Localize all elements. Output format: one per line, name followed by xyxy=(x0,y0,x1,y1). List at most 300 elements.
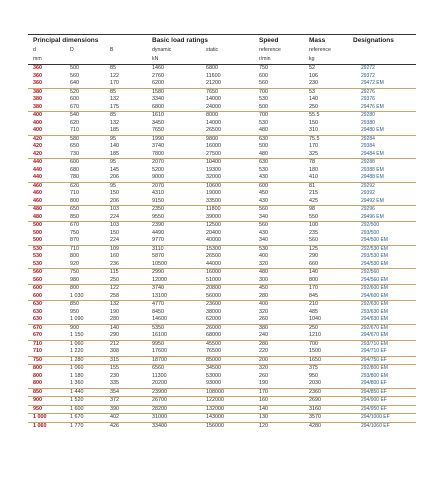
cell-mass: 55.5 xyxy=(309,112,320,118)
cell-dynamic-load: 4310 xyxy=(152,190,164,196)
cell-width-B: 426 xyxy=(110,422,119,429)
cell-bore-d: 440 xyxy=(33,174,42,180)
table-row xyxy=(28,158,416,167)
cell-static-load: 68000 xyxy=(206,332,221,338)
cell-static-load: 39000 xyxy=(206,213,221,220)
cell-dynamic-load: 5200 xyxy=(152,166,164,173)
table-row xyxy=(28,73,416,81)
cell-reference-speed: 160 xyxy=(259,397,268,403)
cell-static-load: 34500 xyxy=(206,365,221,371)
cell-bore-d: 440 xyxy=(33,166,42,173)
cell-designation: 29272 xyxy=(361,65,375,71)
cell-designation: 29376 xyxy=(361,96,375,102)
cell-mass: 800 xyxy=(309,276,318,283)
subheader-dynamic: dynamic xyxy=(152,47,172,53)
table-row xyxy=(28,80,416,88)
cell-bore-d: 360 xyxy=(33,65,42,71)
cell-designation: 292/530 EM xyxy=(361,245,388,252)
cell-outer-D: 1 150 xyxy=(70,332,84,338)
cell-dynamic-load: 3450 xyxy=(152,119,164,126)
cell-width-B: 140 xyxy=(110,143,119,149)
cell-width-B: 103 xyxy=(110,206,119,212)
cell-reference-speed: 560 xyxy=(259,222,268,228)
unit-kg: kg xyxy=(309,56,315,62)
cell-outer-D: 710 xyxy=(70,245,79,252)
cell-dynamic-load: 3740 xyxy=(152,143,164,149)
cell-static-load: 24000 xyxy=(206,103,221,110)
cell-dynamic-load: 6800 xyxy=(152,103,164,110)
cell-dynamic-load: 8450 xyxy=(152,308,164,315)
cell-designation: 29276 xyxy=(361,88,375,95)
cell-dynamic-load: 1460 xyxy=(152,65,164,71)
cell-reference-speed: 450 xyxy=(259,285,268,291)
cell-width-B: 206 xyxy=(110,174,119,180)
cell-mass: 78 xyxy=(309,159,315,165)
table-row xyxy=(28,284,416,293)
table-row xyxy=(28,300,416,309)
cell-reference-speed: 430 xyxy=(259,229,268,236)
cell-designation: 294/850 EF xyxy=(361,388,387,395)
cell-mass: 1500 xyxy=(309,348,321,354)
cell-static-load: 7650 xyxy=(206,88,218,95)
cell-outer-D: 750 xyxy=(70,269,79,275)
cell-bore-d: 460 xyxy=(33,182,42,189)
cell-outer-D: 1 060 xyxy=(70,365,84,371)
cell-reference-speed: 600 xyxy=(259,182,268,189)
cell-mass: 2690 xyxy=(309,397,321,403)
cell-width-B: 185 xyxy=(110,150,119,157)
cell-static-load: 23600 xyxy=(206,301,221,307)
cell-reference-speed: 400 xyxy=(259,301,268,307)
cell-reference-speed: 530 xyxy=(259,245,268,252)
cell-dynamic-load: 2990 xyxy=(152,269,164,275)
cell-width-B: 95 xyxy=(110,182,116,189)
cell-reference-speed: 430 xyxy=(259,174,268,180)
cell-dynamic-load: 9550 xyxy=(152,213,164,220)
table-row xyxy=(28,237,416,245)
cell-dynamic-load: 9950 xyxy=(152,340,164,347)
cell-designation: 292/670 EM xyxy=(361,324,388,331)
cell-width-B: 95 xyxy=(110,159,116,165)
cell-mass: 150 xyxy=(309,119,318,126)
cell-designation: 294/500 EM xyxy=(361,237,388,243)
cell-outer-D: 800 xyxy=(70,197,79,204)
cell-bore-d: 670 xyxy=(33,324,42,331)
table-row xyxy=(28,268,416,277)
cell-mass: 1650 xyxy=(309,356,321,363)
cell-bore-d: 420 xyxy=(33,150,42,157)
cell-dynamic-load: 7650 xyxy=(152,127,164,133)
table-row xyxy=(28,167,416,175)
cell-dynamic-load: 10500 xyxy=(152,260,167,267)
cell-designation: 29496 EM xyxy=(361,213,384,220)
table-row xyxy=(28,127,416,135)
cell-outer-D: 640 xyxy=(70,80,79,86)
cell-dynamic-load: 3340 xyxy=(152,96,164,102)
cell-outer-D: 1 090 xyxy=(70,316,84,322)
cell-bore-d: 630 xyxy=(33,316,42,322)
table-row xyxy=(28,151,416,159)
cell-dynamic-load: 33400 xyxy=(152,422,167,429)
cell-width-B: 115 xyxy=(110,269,119,275)
cell-outer-D: 650 xyxy=(70,143,79,149)
cell-static-load: 26500 xyxy=(206,127,221,133)
cell-reference-speed: 400 xyxy=(259,253,268,259)
cell-mass: 310 xyxy=(309,127,318,133)
cell-dynamic-load: 12000 xyxy=(152,276,167,283)
cell-outer-D: 620 xyxy=(70,182,79,189)
cell-static-load: 20400 xyxy=(206,229,221,236)
cell-mass: 81 xyxy=(309,182,315,189)
cell-mass: 53 xyxy=(309,88,315,95)
table-row xyxy=(28,380,416,388)
cell-reference-speed: 560 xyxy=(259,206,268,212)
table-row xyxy=(28,332,416,340)
cell-dynamic-load: 2350 xyxy=(152,206,164,212)
cell-reference-speed: 280 xyxy=(259,292,268,299)
cell-bore-d: 420 xyxy=(33,135,42,142)
cell-designation: 293/630 EM xyxy=(361,308,388,315)
cell-reference-speed: 170 xyxy=(259,388,268,395)
cell-static-load: 51000 xyxy=(206,276,221,283)
cell-bore-d: 460 xyxy=(33,190,42,196)
cell-bore-d: 800 xyxy=(33,372,42,379)
cell-bore-d: 600 xyxy=(33,285,42,291)
cell-static-load: 53000 xyxy=(206,372,221,379)
subheader-B: B xyxy=(110,47,114,53)
cell-bore-d: 380 xyxy=(33,103,42,110)
cell-reference-speed: 140 xyxy=(259,405,268,412)
cell-static-load: 45500 xyxy=(206,340,221,347)
cell-bore-d: 360 xyxy=(33,72,42,79)
cell-designation: 29296 xyxy=(361,206,375,212)
cell-bore-d: 480 xyxy=(33,213,42,220)
cell-dynamic-load: 23900 xyxy=(152,388,167,395)
cell-designation: 292/600 EM xyxy=(361,285,388,291)
cell-dynamic-load: 13100 xyxy=(152,292,167,299)
bearing-table xyxy=(28,34,416,430)
cell-reference-speed: 560 xyxy=(259,80,268,86)
cell-mass: 98 xyxy=(309,206,315,212)
cell-dynamic-load: 4770 xyxy=(152,301,164,307)
cell-bore-d: 400 xyxy=(33,127,42,133)
cell-bore-d: 630 xyxy=(33,308,42,315)
cell-reference-speed: 130 xyxy=(259,414,268,420)
cell-outer-D: 620 xyxy=(70,119,79,126)
cell-width-B: 150 xyxy=(110,229,119,236)
cell-mass: 106 xyxy=(309,72,318,79)
cell-mass: 950 xyxy=(309,372,318,379)
cell-width-B: 258 xyxy=(110,292,119,299)
cell-designation: 294/900 EF xyxy=(361,397,387,403)
cell-width-B: 315 xyxy=(110,356,119,363)
cell-mass: 140 xyxy=(309,269,318,275)
cell-reference-speed: 380 xyxy=(259,324,268,331)
cell-dynamic-load: 20200 xyxy=(152,380,167,386)
cell-static-load: 143000 xyxy=(206,414,224,420)
cell-designation: 294/710 EF xyxy=(361,348,387,354)
cell-static-load: 62000 xyxy=(206,316,221,322)
cell-dynamic-load: 18700 xyxy=(152,356,167,363)
cell-reference-speed: 220 xyxy=(259,348,268,354)
table-row xyxy=(28,253,416,261)
table-row xyxy=(28,182,416,191)
cell-reference-speed: 600 xyxy=(259,72,268,79)
cell-static-load: 85000 xyxy=(206,356,221,363)
cell-designation: 29284 xyxy=(361,135,375,142)
cell-dynamic-load: 2390 xyxy=(152,222,164,228)
cell-bore-d: 560 xyxy=(33,269,42,275)
table-row xyxy=(28,96,416,104)
cell-designation: 292/800 EM xyxy=(361,365,388,371)
cell-designation: 294/1060 EF xyxy=(361,422,390,429)
cell-reference-speed: 190 xyxy=(259,380,268,386)
cell-static-load: 44000 xyxy=(206,260,221,267)
cell-outer-D: 1 360 xyxy=(70,380,84,386)
cell-bore-d: 460 xyxy=(33,197,42,204)
cell-designation: 293/710 EM xyxy=(361,340,388,347)
cell-static-load: 40000 xyxy=(206,237,221,243)
cell-mass: 2030 xyxy=(309,380,321,386)
cell-width-B: 250 xyxy=(110,276,119,283)
cell-width-B: 140 xyxy=(110,324,119,331)
table-header-row xyxy=(28,36,416,46)
cell-reference-speed: 320 xyxy=(259,260,268,267)
cell-outer-D: 950 xyxy=(70,308,79,315)
cell-static-load: 122000 xyxy=(206,397,224,403)
cell-mass: 325 xyxy=(309,150,318,157)
table-row xyxy=(28,405,416,414)
cell-static-load: 76500 xyxy=(206,348,221,354)
header-speed: Speed xyxy=(259,37,279,44)
cell-static-load: 56000 xyxy=(206,292,221,299)
table-row xyxy=(28,135,416,144)
cell-width-B: 372 xyxy=(110,397,119,403)
cell-bore-d: 710 xyxy=(33,340,42,347)
cell-outer-D: 560 xyxy=(70,72,79,79)
table-row xyxy=(28,198,416,206)
cell-width-B: 190 xyxy=(110,308,119,315)
cell-mass: 410 xyxy=(309,174,318,180)
cell-static-load: 38000 xyxy=(206,308,221,315)
cell-outer-D: 650 xyxy=(70,206,79,212)
cell-static-load: 32000 xyxy=(206,174,221,180)
cell-width-B: 85 xyxy=(110,65,116,71)
table-row xyxy=(28,104,416,112)
cell-outer-D: 1 280 xyxy=(70,356,84,363)
unit-rpm: r/min xyxy=(259,56,271,62)
cell-reference-speed: 750 xyxy=(259,65,268,71)
cell-outer-D: 540 xyxy=(70,112,79,118)
cell-mass: 425 xyxy=(309,197,318,204)
cell-outer-D: 710 xyxy=(70,190,79,196)
cell-bore-d: 530 xyxy=(33,253,42,259)
cell-mass: 170 xyxy=(309,285,318,291)
cell-width-B: 230 xyxy=(110,372,119,379)
cell-mass: 215 xyxy=(309,190,318,196)
cell-width-B: 155 xyxy=(110,365,119,371)
cell-width-B: 185 xyxy=(110,127,119,133)
table-row xyxy=(28,88,416,97)
cell-bore-d: 1 000 xyxy=(33,414,47,420)
cell-mass: 4280 xyxy=(309,422,321,429)
cell-outer-D: 1 600 xyxy=(70,405,84,412)
cell-width-B: 85 xyxy=(110,88,116,95)
cell-mass: 250 xyxy=(309,103,318,110)
table-row xyxy=(28,413,416,422)
cell-static-load: 9800 xyxy=(206,135,218,142)
cell-reference-speed: 240 xyxy=(259,332,268,338)
cell-bore-d: 440 xyxy=(33,159,42,165)
unit-kn: kN xyxy=(152,56,159,62)
cell-reference-speed: 200 xyxy=(259,356,268,363)
cell-reference-speed: 450 xyxy=(259,190,268,196)
cell-mass: 75.5 xyxy=(309,135,320,142)
cell-width-B: 132 xyxy=(110,301,119,307)
cell-dynamic-load: 6560 xyxy=(152,365,164,371)
table-row xyxy=(28,422,416,431)
cell-static-load: 11800 xyxy=(206,206,221,212)
table-row xyxy=(28,340,416,349)
cell-dynamic-load: 2760 xyxy=(152,72,164,79)
cell-reference-speed: 340 xyxy=(259,237,268,243)
table-row xyxy=(28,65,416,73)
cell-outer-D: 900 xyxy=(70,324,79,331)
cell-mass: 230 xyxy=(309,80,318,86)
cell-reference-speed: 500 xyxy=(259,103,268,110)
subheader-static: static xyxy=(206,47,219,53)
cell-width-B: 212 xyxy=(110,340,119,347)
cell-static-load: 16000 xyxy=(206,269,221,275)
cell-dynamic-load: 11300 xyxy=(152,372,167,379)
cell-mass: 700 xyxy=(309,340,318,347)
cell-outer-D: 600 xyxy=(70,96,79,102)
cell-reference-speed: 260 xyxy=(259,372,268,379)
table-row xyxy=(28,143,416,151)
cell-outer-D: 800 xyxy=(70,253,79,259)
cell-width-B: 122 xyxy=(110,285,119,291)
cell-reference-speed: 630 xyxy=(259,135,268,142)
cell-outer-D: 850 xyxy=(70,213,79,220)
cell-width-B: 175 xyxy=(110,103,119,110)
table-row xyxy=(28,174,416,182)
cell-bore-d: 480 xyxy=(33,206,42,212)
cell-bore-d: 600 xyxy=(33,292,42,299)
cell-outer-D: 1 220 xyxy=(70,348,84,354)
cell-mass: 3570 xyxy=(309,414,321,420)
cell-dynamic-load: 2070 xyxy=(152,182,164,189)
cell-bore-d: 850 xyxy=(33,388,42,395)
cell-designation: 292/630 EM xyxy=(361,301,388,307)
cell-bore-d: 800 xyxy=(33,365,42,371)
header-principal-dimensions: Principal dimensions xyxy=(33,37,99,44)
cell-reference-speed: 530 xyxy=(259,96,268,102)
cell-width-B: 150 xyxy=(110,190,119,196)
cell-outer-D: 580 xyxy=(70,135,79,142)
cell-static-load: 19000 xyxy=(206,190,221,196)
cell-bore-d: 560 xyxy=(33,276,42,283)
cell-bore-d: 380 xyxy=(33,88,42,95)
cell-bore-d: 800 xyxy=(33,380,42,386)
cell-designation: 294/750 EF xyxy=(361,356,387,363)
cell-bore-d: 750 xyxy=(33,356,42,363)
cell-reference-speed: 480 xyxy=(259,150,268,157)
cell-static-load: 16000 xyxy=(206,143,221,149)
cell-dynamic-load: 26700 xyxy=(152,397,167,403)
cell-static-load: 33500 xyxy=(206,197,221,204)
table-row xyxy=(28,356,416,365)
cell-designation: 29392 xyxy=(361,190,375,196)
cell-reference-speed: 300 xyxy=(259,276,268,283)
cell-dynamic-load: 1610 xyxy=(152,112,164,118)
cell-outer-D: 680 xyxy=(70,166,79,173)
cell-dynamic-load: 1990 xyxy=(152,135,164,142)
cell-designation: 29292 xyxy=(361,182,375,189)
cell-dynamic-load: 17600 xyxy=(152,348,167,354)
cell-mass: 1210 xyxy=(309,332,321,338)
cell-outer-D: 520 xyxy=(70,88,79,95)
subheader-d: d xyxy=(33,47,36,53)
cell-mass: 140 xyxy=(309,96,318,102)
cell-bore-d: 710 xyxy=(33,348,42,354)
cell-designation: 29492 EM xyxy=(361,197,384,204)
table-row xyxy=(28,324,416,333)
cell-dynamic-load: 5870 xyxy=(152,253,164,259)
cell-static-load: 14000 xyxy=(206,119,221,126)
table-row xyxy=(28,111,416,120)
cell-dynamic-load: 4490 xyxy=(152,229,164,236)
cell-dynamic-load: 9150 xyxy=(152,197,164,204)
cell-designation: 293/500 xyxy=(361,229,380,236)
table-row xyxy=(28,261,416,269)
cell-static-load: 156000 xyxy=(206,422,224,429)
cell-bore-d: 900 xyxy=(33,397,42,403)
cell-dynamic-load: 1580 xyxy=(152,88,164,95)
cell-designation: 294/670 EM xyxy=(361,332,388,338)
cell-mass: 660 xyxy=(309,260,318,267)
subheader-mass-reference: reference xyxy=(309,47,331,53)
cell-width-B: 122 xyxy=(110,72,119,79)
cell-reference-speed: 530 xyxy=(259,119,268,126)
cell-width-B: 280 xyxy=(110,316,119,322)
cell-reference-speed: 630 xyxy=(259,159,268,165)
cell-dynamic-load: 9770 xyxy=(152,237,164,243)
cell-designation: 294/630 EM xyxy=(361,316,388,322)
cell-designation: 29484 EM xyxy=(361,150,384,157)
table-row xyxy=(28,190,416,198)
cell-width-B: 236 xyxy=(110,260,119,267)
cell-designation: 292/560 xyxy=(361,269,380,275)
header-mass: Mass xyxy=(309,37,326,44)
cell-designation: 29380 xyxy=(361,119,375,126)
cell-outer-D: 1 670 xyxy=(70,414,84,420)
table-row xyxy=(28,230,416,238)
table-row xyxy=(28,245,416,254)
cell-mass: 845 xyxy=(309,292,318,299)
cell-width-B: 170 xyxy=(110,80,119,86)
header-designations: Designations xyxy=(353,37,394,44)
cell-static-load: 14000 xyxy=(206,96,221,102)
cell-bore-d: 420 xyxy=(33,143,42,149)
cell-width-B: 206 xyxy=(110,197,119,204)
cell-designation: 294/560 EM xyxy=(361,276,388,283)
cell-mass: 210 xyxy=(309,301,318,307)
cell-mass: 3160 xyxy=(309,405,321,412)
table-row xyxy=(28,316,416,324)
cell-designation: 29280 xyxy=(361,112,375,118)
unit-mm: mm xyxy=(33,56,42,62)
cell-dynamic-load: 5350 xyxy=(152,324,164,331)
